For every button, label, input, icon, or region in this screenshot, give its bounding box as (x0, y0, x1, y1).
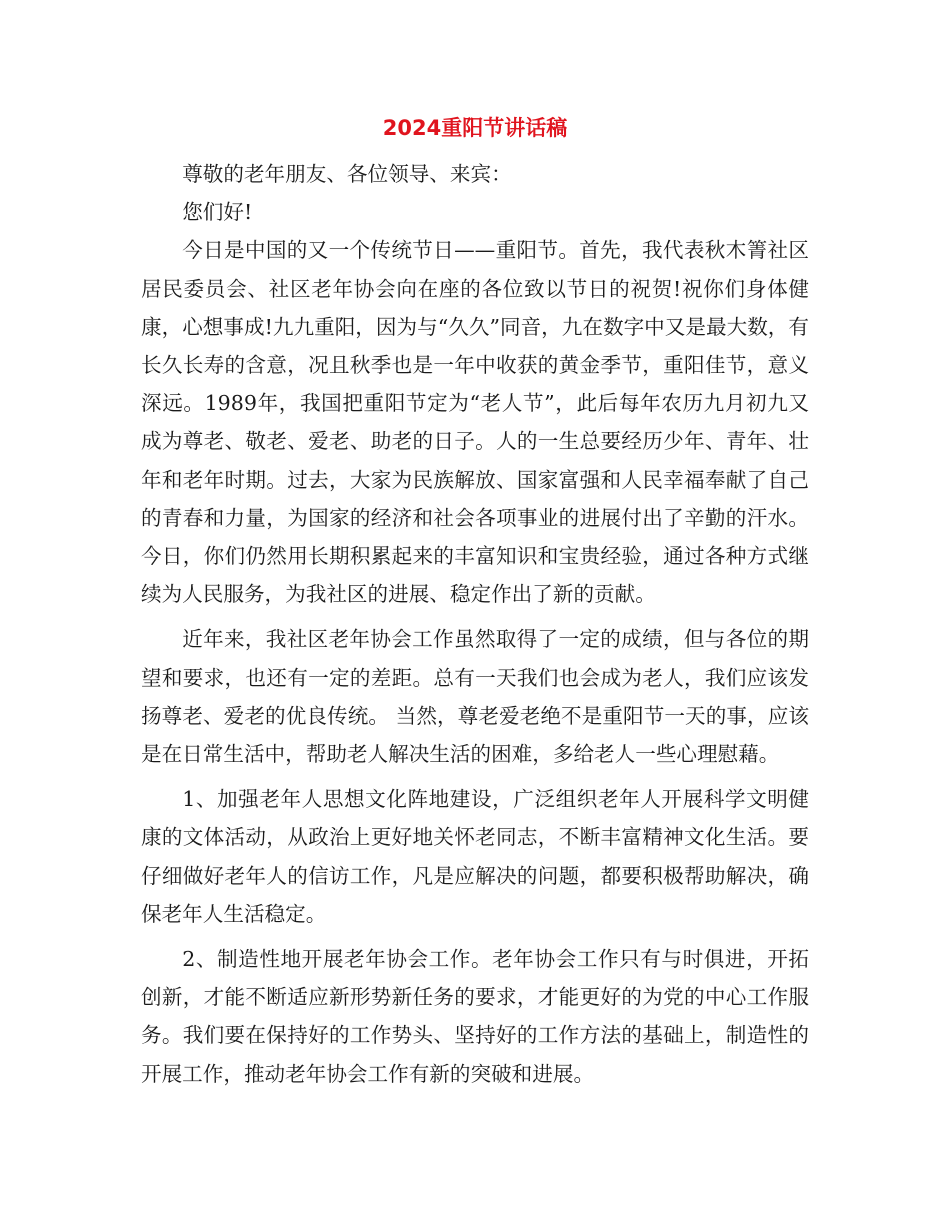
paragraph-intro: 今日是中国的又一个传统节日——重阳节。首先，我代表秋木箐社区居民委员会、社区老年协会向在座的各位致以节日的祝贺!祝你们身体健康，心想事成!九九重阳，因为与“久久”同音，九在数字中又是最大数，有长久长寿的含意，况且秋季也是一年中收获的黄金季节，重阳佳节，意义深远。1989年，我国把重阳节定为“老人节”，此后每年农历九月初九又成为尊老、敬老、爱老、助老的日子。人的一生总要经历少年、青年、壮年和老年时期。过去，大家为民族解放、国家富强和人民幸福奉献了自己的青春和力量，为国家的经济和社会各项事业的进展付出了辛勤的汗水。今日，你们仍然用长期积累起来的丰富知识和宝贵经验，通过各种方式继续为人民服务，为我社区的进展、稳定作出了新的贡献。 (141, 238, 809, 607)
salutation: 尊敬的老年朋友、各位领导、来宾： (182, 162, 512, 186)
paragraph-point-1: 1、加强老年人思想文化阵地建设，广泛组织老年人开展科学文明健康的文体活动，从政治上更好地关怀老同志，不断丰富精神文化生活。要仔细做好老年人的信访工作，凡是应解决的问题，都要积极帮助解决，确保老年人生活稳定。 (141, 787, 809, 926)
paragraph-recent-years: 近年来，我社区老年协会工作虽然取得了一定的成绩，但与各位的期望和要求，也还有一定的差距。总有一天我们也会成为老人，我们应该发扬尊老、爱老的优良传统。 当然，尊老爱老绝不是重阳节一天的事，应该是在日常生活中，帮助老人解决生活的困难，多给老人一些心理慰藉。 (141, 627, 809, 767)
document-title: 2024重阳节讲话稿 (382, 116, 568, 140)
greeting: 您们好! (182, 200, 253, 225)
paragraph-point-2: 2、制造性地开展老年协会工作。老年协会工作只有与时俱进，开拓创新，才能不断适应新形势新任务的要求，才能更好的为党的中心工作服务。我们要在保持好的工作势头、坚持好的工作方法的基础上，制造性的开展工作，推动老年协会工作有新的突破和进展。 (141, 947, 809, 1086)
document-body (141, 155, 809, 1093)
